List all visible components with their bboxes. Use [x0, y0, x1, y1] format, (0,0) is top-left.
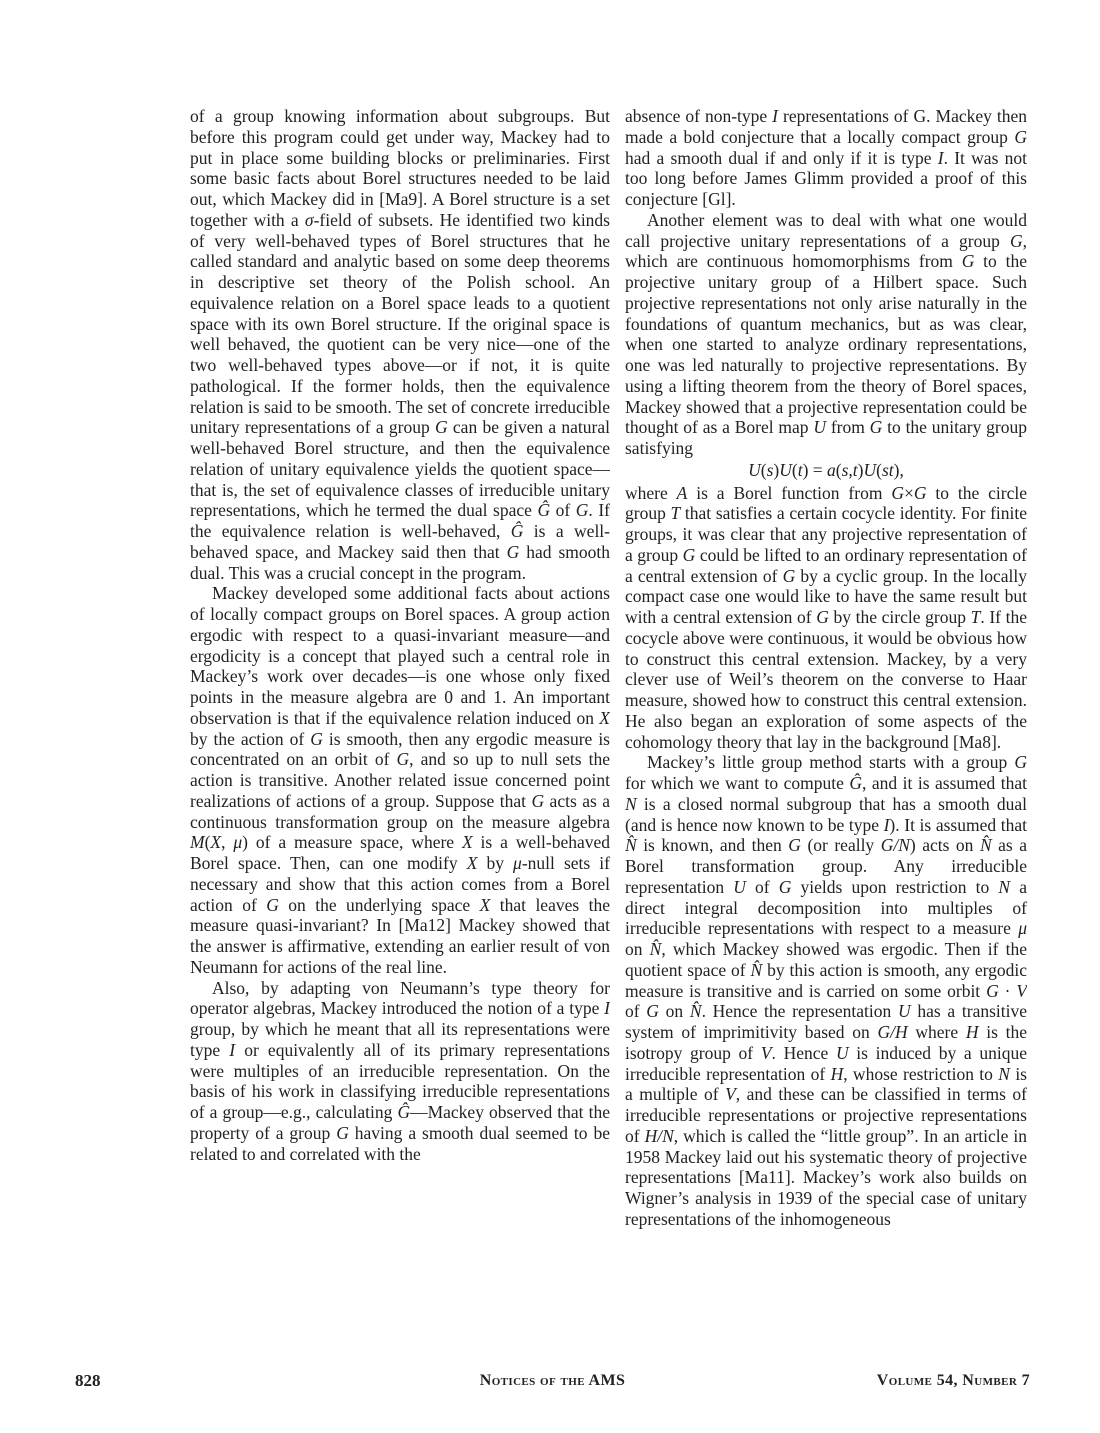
paragraph: absence of non-type I representations of G. Mackey then made a bold conjecture that a locally compact group G had a smooth dual if and only if it is type I. It was not too long before James Glimm provided a proof of this conjecture [Gl].: [625, 106, 1027, 209]
paragraph: Mackey developed some additional facts about actions of locally compact groups on Borel spaces. A group action ergodic with respect to a quasi-invariant measure—and ergodicity is a concept that played such a central role in Mackey’s work over decades—is one whose only fixed points in the measure algebra are 0 and 1. An important observation is that if the equivalence relation induced on X by the action of G is smooth, then any ergodic measure is concentrated on an orbit of G, and so up to null sets the action is transitive. Another related issue concerned point realizations of actions of a group. Suppose that G acts as a continuous transformation group on the measure algebra M(X, μ) of a measure space, where X is a well-behaved Borel space. Then, can one modify X by μ-null sets if necessary and show that this action comes from a Borel action of G on the underlying space X that leaves the measure quasi-invariant? In [Ma12] Mackey showed that the answer is affirmative, extending an earlier result of von Neumann for actions of the real line.: [190, 583, 610, 977]
page-number: 828: [75, 1371, 101, 1390]
paragraph: Another element was to deal with what one would call projective unitary representations of a group G, which are continuous homomorphisms from G to the projective unitary group of a Hilbert space. Such projective representations not only arise naturally in the foundations of quantum mechanics, but as was clear, when one started to analyze ordinary representations, one was led naturally to projective representations. By using a lifting theorem from the theory of Borel spaces, Mackey showed that a projective representation could be thought of as a Borel map U from G to the unitary group satisfying: [625, 209, 1027, 458]
display-equation: U(s)U(t) = a(s,t)U(st),: [748, 459, 904, 480]
issue-info: Volume 54, Number 7: [876, 1372, 1030, 1389]
paragraph: where A is a Borel function from G×G to the circle group T that satisfies a certain cocycle identity. For finite groups, it was clear that any projective representation of a group G could be lifted to an ordinary representation of a central extension of G by a cyclic group. In the locally compact case one would like to have the same result but with a central extension of G by the circle group T. If the cocycle above were continuous, it would be obvious how to construct this central extension. Mackey, by a very clever use of Weil’s theorem on the converse to Haar measure, showed how to construct this central extension. He also began an exploration of some aspects of the cohomology theory that lay in the background [Ma8].: [625, 482, 1027, 752]
right-column: [625, 106, 1027, 1358]
paragraph: Mackey’s little group method starts with a group G for which we want to compute Ĝ, and it is assumed that N is a closed normal subgroup that has a smooth dual (and is hence now known to be type I). It is assumed that N̂ is known, and then G (or really G/N) acts on N̂ as a Borel transformation group. Any irreducible representation U of G yields upon restriction to N a direct integral decomposition into multiples of irreducible representations with respect to a measure μ on N̂, which Mackey showed was ergodic. Then if the quotient space of N̂ by this action is smooth, any ergodic measure is transitive and is carried on some orbit G · V of G on N̂. Hence the representation U has a transitive system of imprimitivity based on G/H where H is the isotropy group of V. Hence U is induced by a unique irreducible representation of H, whose restriction to N is a multiple of V, and these can be classified in terms of irreducible representations or projective representations of H/N, which is called the “little group”. In an article in 1958 Mackey laid out his systematic theory of projective representations [Ma11]. Mackey’s work also builds on Wigner’s analysis in 1939 of the special case of unitary representations of the inhomogeneous: [625, 752, 1027, 1229]
paragraph: Also, by adapting von Neumann’s type theory for operator algebras, Mackey introduced the notion of a type I group, by which he meant that all its representations were type I or equivalently all of its primary representations were multiples of an irreducible representation. On the basis of his work in classifying irreducible representations of a group—e.g., calculating Ĝ—Mackey observed that the property of a group G having a smooth dual seemed to be related to and correlated with the: [190, 977, 610, 1164]
left-column: [190, 106, 610, 1358]
page-footer: [75, 1371, 1030, 1393]
paragraph: of a group knowing information about subgroups. But before this program could get under way, Mackey had to put in place some building blocks or preliminaries. First some basic facts about Borel structures needed to be laid out, which Mackey did in [Ma9]. A Borel structure is a set together with a σ-field of subsets. He identified two kinds of very well-behaved types of Borel structures that he called standard and analytic based on some deep theorems in descriptive set theory of the Polish school. An equivalence relation on a Borel space leads to a quotient space with its own Borel structure. If the original space is well behaved, the quotient can be very nice—one of the two well-behaved types above—or if not, it is quite pathological. If the former holds, then the equivalence relation is said to be smooth. The set of concrete irreducible unitary representations of a group G can be given a natural well-behaved Borel structure, and then the equivalence relation of unitary equivalence yields the quotient space—that is, the set of equivalence classes of irreducible unitary representations, which he termed the dual space Ĝ of G. If the equivalence relation is well-behaved, Ĝ is a well-behaved space, and Mackey said then that G had smooth dual. This was a crucial concept in the program.: [190, 106, 610, 583]
journal-name: Notices of the AMS: [479, 1372, 626, 1389]
